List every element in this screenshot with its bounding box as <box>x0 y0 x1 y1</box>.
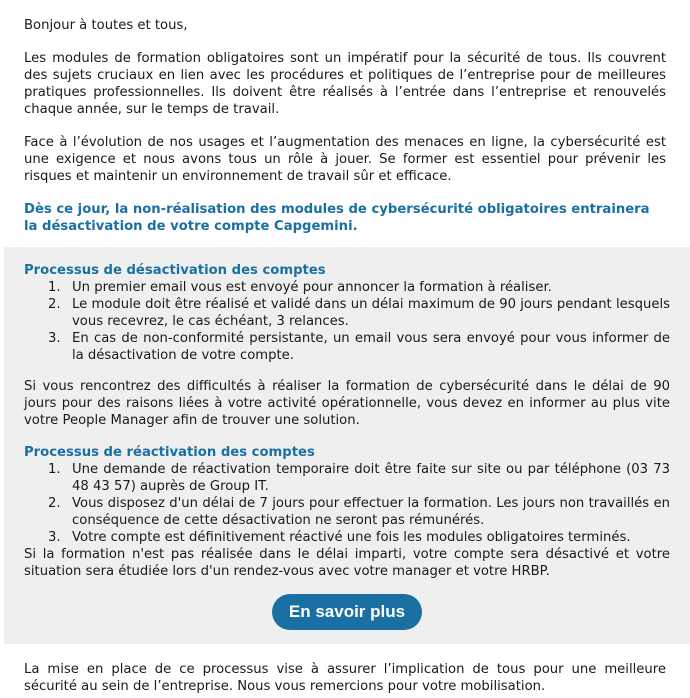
warning-statement: Dès ce jour, la non-réalisation des modules de cybersécurité obligatoires entrainera la désactivation de votre compte Capgemini. <box>24 202 650 234</box>
deactivation-steps <box>24 279 670 364</box>
step-number: 3. <box>48 331 61 346</box>
step-number: 1. <box>48 280 61 295</box>
greeting: Bonjour à toutes et tous, <box>24 18 188 33</box>
deactivation-step <box>24 330 670 364</box>
email-header-section <box>0 0 690 235</box>
reactivation-title: Processus de réactivation des comptes <box>24 445 315 460</box>
deactivation-note: Si vous rencontrez des difficultés à réaliser la formation de cybersécurité dans le délai de 90 jours pour des raisons liées à votre activité opérationnelle, vous devez en informer au plus vite votre People Manager afin de trouver une solution. <box>24 379 670 428</box>
step-number: 1. <box>48 462 61 477</box>
reactivation-step <box>24 529 670 546</box>
reactivation-note: Si la formation n'est pas réalisée dans le délai imparti, votre compte sera désactivé et votre situation sera étudiée lors d'un rendez-vous avec votre manager et votre HRBP. <box>24 547 670 579</box>
step-number: 2. <box>48 297 61 312</box>
step-text: Le module doit être réalisé et validé dans un délai maximum de 90 jours pendant lesquels vous recevrez, le cas échéant, 3 relances. <box>72 297 670 329</box>
deactivation-title: Processus de désactivation des comptes <box>24 263 326 278</box>
deactivation-step <box>24 279 670 296</box>
intro-paragraph: Les modules de formation obligatoires sont un impératif pour la sécurité de tous. Ils couvrent des sujets cruciaux en lien avec les procédures et politiques de l’entreprise pour de meilleures pratiques professionnelles. Ils doivent être réalisés à l’entrée dans l’entreprise et renouvelés chaque année, sur le temps de travail. <box>24 51 666 117</box>
step-text: Vous disposez d'un délai de 7 jours pour effectuer la formation. Les jours non travaillés en conséquence de cette désactivation ne seront pas rémunérés. <box>72 496 670 528</box>
step-text: Une demande de réactivation temporaire doit être faite sur site ou par téléphone (03 73 48 43 57) auprès de Group IT. <box>72 462 670 494</box>
context-paragraph: Face à l’évolution de nos usages et l’augmentation des menaces en ligne, la cybersécurité est une exigence et nous avons tous un rôle à jouer. Se former est essentiel pour prévenir les risques et maintenir un environnement de travail sûr et efficace. <box>24 135 666 184</box>
reactivation-steps <box>24 461 670 546</box>
step-text: En cas de non-conformité persistante, un email vous sera envoyé pour vous informer de la désactivation de votre compte. <box>72 331 670 363</box>
process-info-box <box>4 247 690 644</box>
reactivation-step <box>24 461 670 495</box>
cta-container <box>24 594 670 630</box>
step-number: 2. <box>48 496 61 511</box>
reactivation-step <box>24 495 670 529</box>
step-text: Un premier email vous est envoyé pour annoncer la formation à réaliser. <box>72 280 552 295</box>
deactivation-step <box>24 296 670 330</box>
learn-more-button[interactable]: En savoir plus <box>272 594 422 630</box>
step-number: 3. <box>48 530 61 545</box>
step-text: Votre compte est définitivement réactivé une fois les modules obligatoires terminés. <box>72 530 631 545</box>
closing-paragraph: La mise en place de ce processus vise à assurer l’implication de tous pour une meilleure sécurité au sein de l’entreprise. Nous vous remercions pour votre mobilisation. <box>24 662 666 694</box>
